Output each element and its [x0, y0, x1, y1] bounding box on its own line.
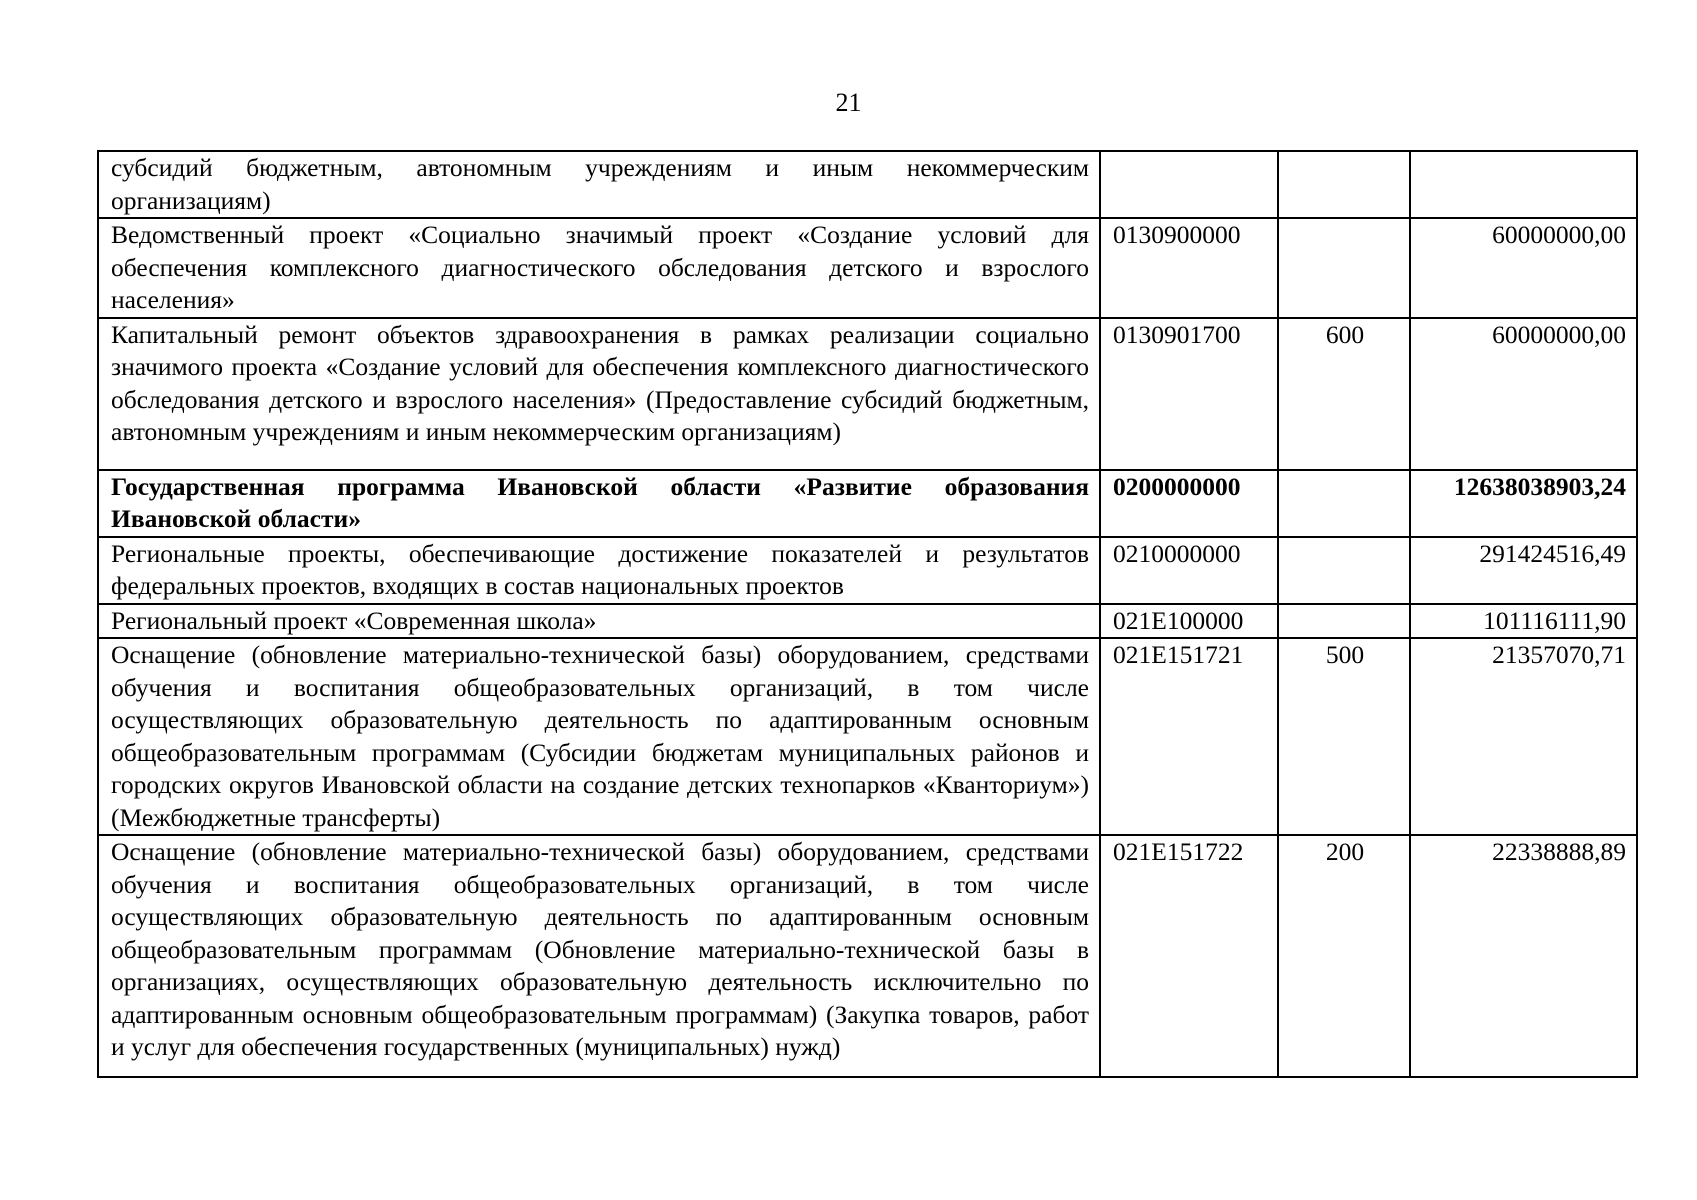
row-type-cell: 200 — [1278, 835, 1410, 1077]
row-code-cell: 0210000000 — [1100, 537, 1278, 604]
row-amount-cell: 291424516,49 — [1410, 537, 1637, 604]
row-amount-cell: 60000000,00 — [1410, 318, 1637, 470]
row-code-cell: 021E100000 — [1100, 604, 1278, 639]
row-name-cell: субсидий бюджетным, автономным учреждениям и иным некоммерческим организациям) — [98, 151, 1100, 218]
row-name-cell: Оснащение (обновление материально-технической базы) оборудованием, средствами обучения и воспитания общеобразовательных организаций, в том числе осуществляющих образовательную деятельность по адаптированным основным общеобразовательным программам (Обновление материально-технической базы в организациях, осуществляющих образовательную деятельность исключительно по адаптированным основным общеобразовательным программам) (Закупка товаров, работ и услуг для обеспечения государственных (муниципальных) нужд) — [98, 835, 1100, 1077]
row-name-cell: Региональный проект «Современная школа» — [98, 604, 1100, 639]
table-row — [98, 537, 1637, 604]
table-row — [98, 604, 1637, 639]
table-row — [98, 638, 1637, 835]
row-code-cell: 0130901700 — [1100, 318, 1278, 470]
row-type-cell — [1278, 218, 1410, 318]
row-amount-cell: 21357070,71 — [1410, 638, 1637, 835]
row-name-cell: Ведомственный проект «Социально значимый проект «Создание условий для обеспечения комплексного диагностического обследования детского и взрослого населения» — [98, 218, 1100, 318]
row-name-cell: Государственная программа Ивановской области «Развитие образования Ивановской области» — [98, 470, 1100, 537]
row-name-cell: Оснащение (обновление материально-технической базы) оборудованием, средствами обучения и воспитания общеобразовательных организаций, в том числе осуществляющих образовательную деятельность по адаптированным основным общеобразовательным программам (Субсидии бюджетам муниципальных районов и городских округов Ивановской области на создание детских технопарков «Кванториум») (Межбюджетные трансферты) — [98, 638, 1100, 835]
row-amount-cell: 22338888,89 — [1410, 835, 1637, 1077]
table-row — [98, 218, 1637, 318]
row-name-cell: Капитальный ремонт объектов здравоохранения в рамках реализации социально значимого проекта «Создание условий для обеспечения комплексного диагностического обследования детского и взрослого населения» (Предоставление субсидий бюджетным, автономным учреждениям и иным некоммерческим организациям) — [98, 318, 1100, 470]
row-name-cell: Региональные проекты, обеспечивающие достижение показателей и результатов федеральных проектов, входящих в состав национальных проектов — [98, 537, 1100, 604]
row-code-cell: 021E151721 — [1100, 638, 1278, 835]
table-row — [98, 318, 1637, 470]
row-code-cell: 0200000000 — [1100, 470, 1278, 537]
table-row — [98, 470, 1637, 537]
row-type-cell — [1278, 470, 1410, 537]
row-code-cell: 0130900000 — [1100, 218, 1278, 318]
table-row — [98, 835, 1637, 1077]
row-amount-cell: 12638038903,24 — [1410, 470, 1637, 537]
row-type-cell: 500 — [1278, 638, 1410, 835]
page-number: 21 — [835, 88, 862, 117]
row-type-cell — [1278, 151, 1410, 218]
budget-table — [97, 150, 1638, 1078]
table-row — [98, 151, 1637, 218]
row-type-cell — [1278, 604, 1410, 639]
table-body — [98, 151, 1637, 1077]
row-code-cell: 021E151722 — [1100, 835, 1278, 1077]
row-amount-cell: 60000000,00 — [1410, 218, 1637, 318]
row-amount-cell — [1410, 151, 1637, 218]
row-code-cell — [1100, 151, 1278, 218]
row-type-cell — [1278, 537, 1410, 604]
row-type-cell: 600 — [1278, 318, 1410, 470]
row-amount-cell: 101116111,90 — [1410, 604, 1637, 639]
